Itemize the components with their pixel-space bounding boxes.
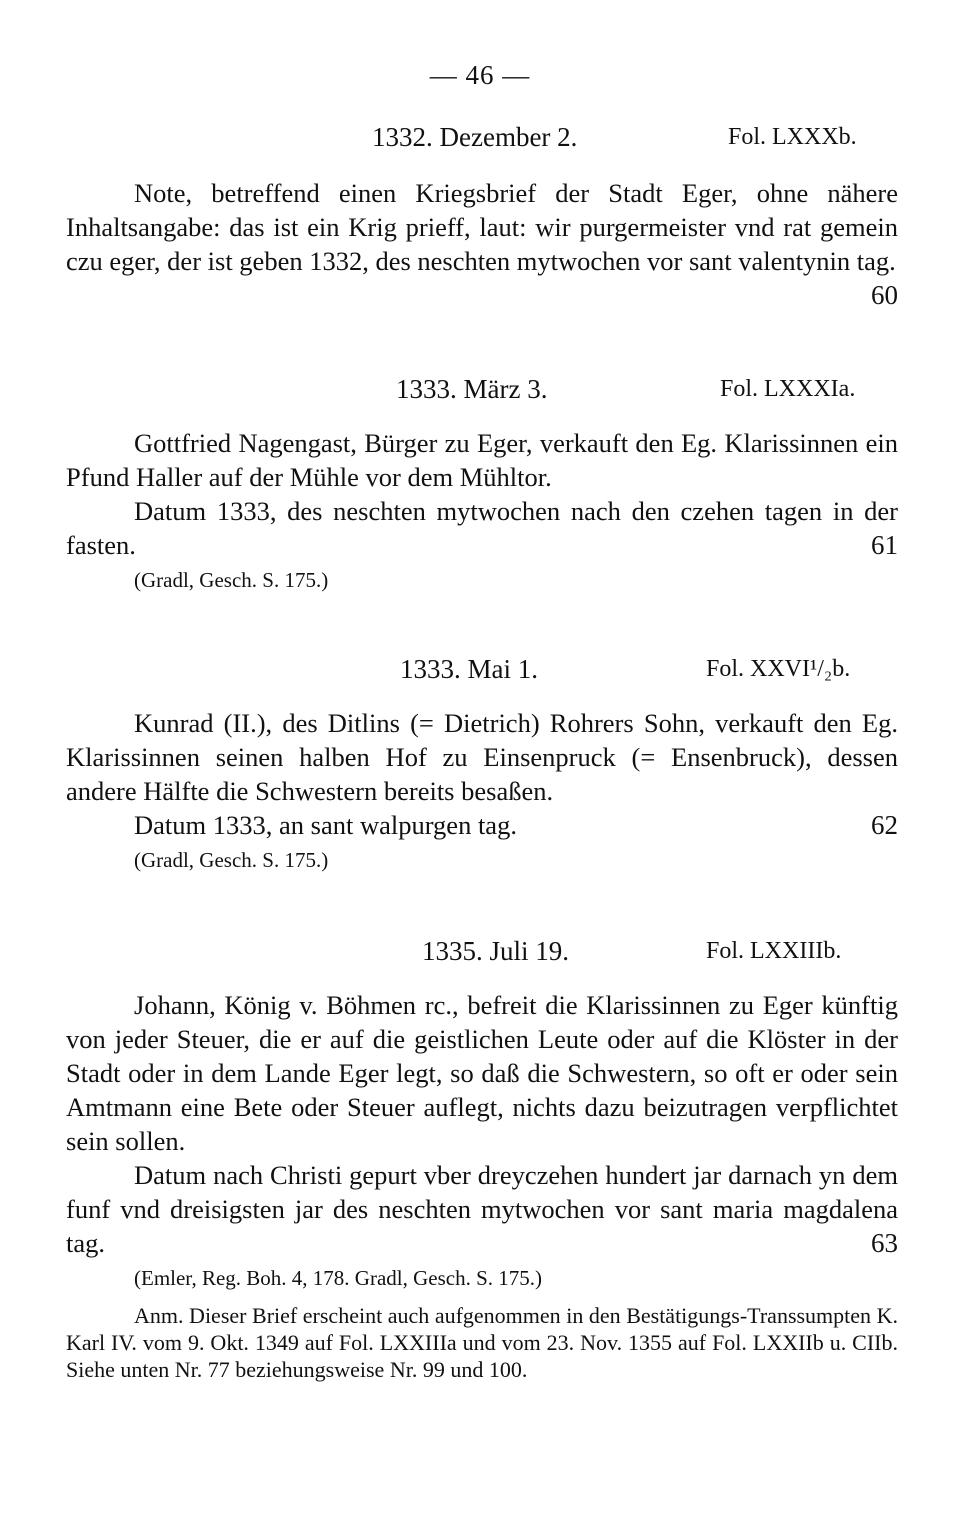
entry-62 xyxy=(66,654,898,876)
entry-header xyxy=(66,936,898,976)
entry-date: 1332. Dezember 2. xyxy=(372,122,578,152)
entry-datum xyxy=(66,808,898,842)
entry-61 xyxy=(66,374,898,596)
folio-reference: Fol. LXXXb. xyxy=(728,124,857,150)
datum-text: Datum 1333, an sant walpurgen tag. xyxy=(134,810,517,840)
entry-60 xyxy=(66,122,898,312)
citation: (Gradl, Gesch. S. 175.) xyxy=(134,568,329,592)
entry-text: Gottfried Nagengast, Bürger zu Eger, verkauft den Eg. Klarissinnen ein Pfund Haller auf der Mühle vor dem Mühltor. xyxy=(66,428,898,492)
entry-date: 1333. März 3. xyxy=(396,374,548,404)
note-text: Anm. Dieser Brief erscheint auch aufgenommen in den Bestätigungs-Transsumpten K. Karl IV. vom 9. Okt. 1349 auf Fol. LXXIIIa und vom 23. Nov. 1355 auf Fol. LXXIIb u. CIIb. Siehe unten Nr. 77 beziehungsweise Nr. 99 und 100. xyxy=(66,1303,898,1382)
entry-text xyxy=(66,176,898,310)
page-number: — 46 — xyxy=(429,60,531,90)
entry-header xyxy=(66,654,898,694)
entry-datum xyxy=(66,1158,898,1260)
entry-text: Kunrad (II.), des Ditlins (= Dietrich) Rohrers Sohn, verkauft den Eg. Klarissinnen seinen halben Hof zu Einsenpruck (= Ensenbruck), dessen andere Hälfte die Schwestern bereits besaßen. xyxy=(66,708,898,806)
entry-number: 62 xyxy=(871,810,898,840)
datum-text: Datum 1333, des neschten mytwochen nach den czehen tagen in der fasten. xyxy=(66,496,898,560)
entry-header xyxy=(66,374,898,414)
entry-date: 1335. Juli 19. xyxy=(422,936,570,966)
entry-number: 61 xyxy=(871,530,898,560)
annotation-note xyxy=(66,1302,898,1383)
entry-63 xyxy=(66,936,898,1383)
folio-reference: Fol. LXXIIIb. xyxy=(706,938,842,964)
citation: (Emler, Reg. Boh. 4, 178. Gradl, Gesch. S. 175.) xyxy=(134,1266,543,1290)
folio-reference: Fol. LXXXIa. xyxy=(720,376,856,402)
entry-body: Note, betreffend einen Kriegsbrief der Stadt Eger, ohne nähere Inhaltsangabe: das ist ein Krig prieff, laut: wir purgermeister vnd rat gemein czu eger, der ist geben 1332, des neschten mytwochen vor sant valentynin tag. xyxy=(66,178,898,276)
citation: (Gradl, Gesch. S. 175.) xyxy=(134,848,329,872)
entry-text: Johann, König v. Böhmen rc., befreit die Klarissinnen zu Eger künftig von jeder Steuer, die er auf die geistlichen Leute oder auf die Klöster in der Stadt oder in dem Lande Eger legt, so daß die Schwestern, so oft er oder sein Amtmann eine Bete oder Steuer auflegt, nichts dazu beizutragen verpflichtet sein sollen. xyxy=(66,990,898,1156)
entry-number: 60 xyxy=(871,280,898,310)
entry-date: 1333. Mai 1. xyxy=(400,654,538,684)
folio-reference: Fol. XXVI¹/₂b. xyxy=(706,656,851,682)
entry-datum xyxy=(66,494,898,562)
entry-header xyxy=(66,122,898,162)
entry-number: 63 xyxy=(871,1228,898,1258)
datum-text: Datum nach Christi gepurt vber dreyczehen hundert jar darnach yn dem funf vnd dreisigsten jar des neschten mytwochen vor sant maria magdalena tag. xyxy=(66,1160,898,1258)
